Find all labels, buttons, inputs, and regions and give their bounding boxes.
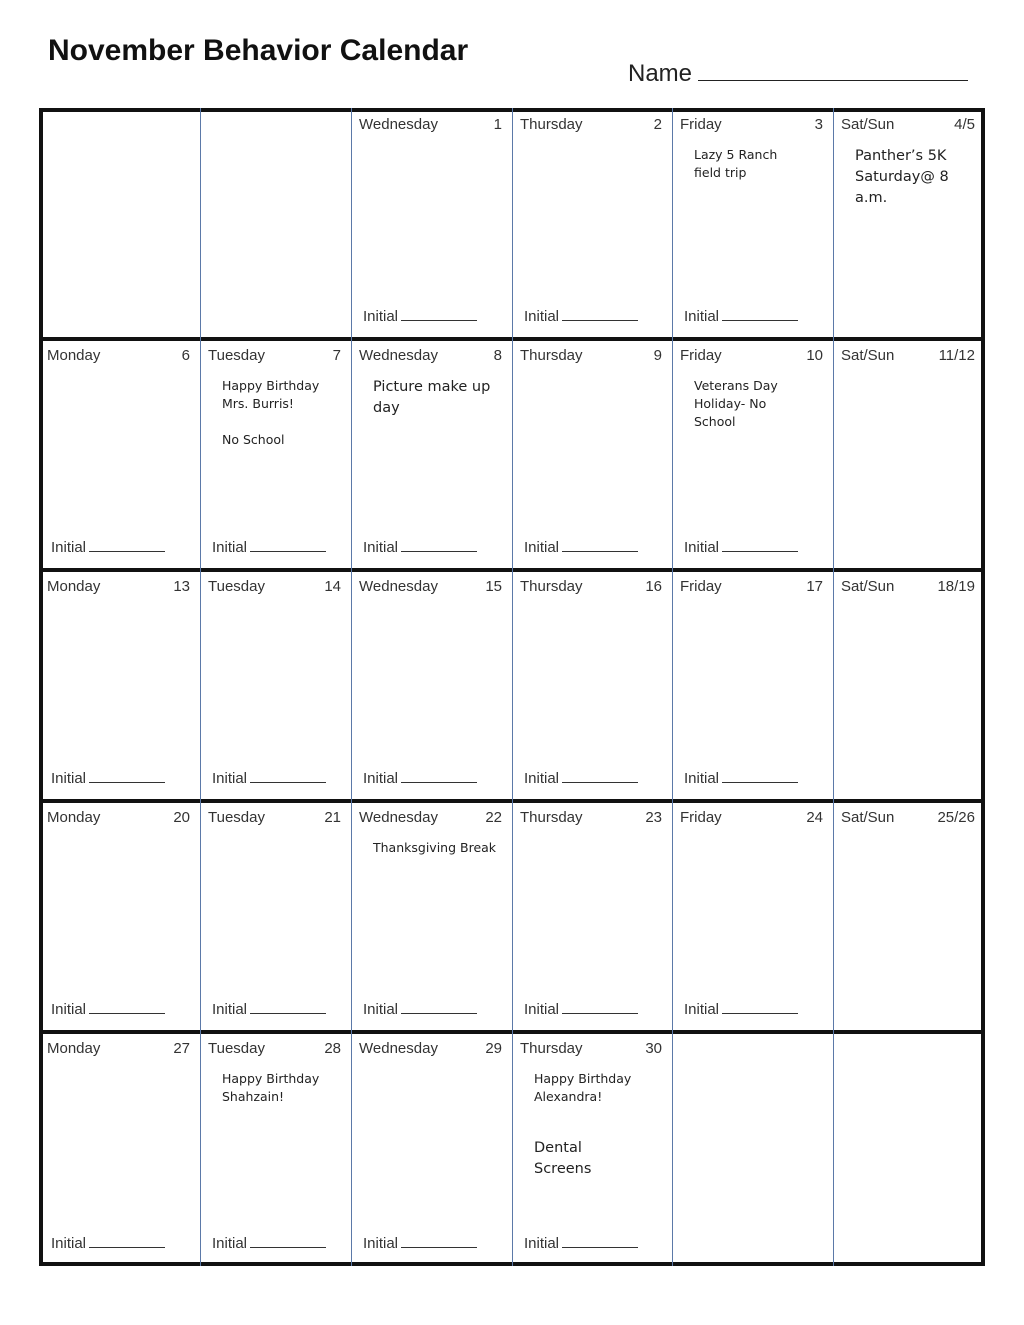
initial-blank-line[interactable] <box>562 1001 638 1014</box>
initial-blank-line[interactable] <box>89 770 165 783</box>
day-cell <box>200 108 351 339</box>
day-header <box>680 809 823 826</box>
day-header <box>208 347 341 364</box>
day-cell <box>833 108 985 339</box>
day-number: 18/19 <box>937 578 975 595</box>
day-header <box>47 1040 190 1057</box>
initial-blank-line[interactable] <box>250 539 326 552</box>
day-label: Thursday <box>520 809 583 826</box>
initial-blank-line[interactable] <box>89 1235 165 1248</box>
day-header <box>47 578 190 595</box>
day-number: 20 <box>173 809 190 826</box>
day-cell <box>200 801 351 1032</box>
day-note: Dental Screens <box>534 1140 592 1177</box>
initial-blank-line[interactable] <box>401 1001 477 1014</box>
day-cell <box>833 339 985 570</box>
day-header <box>680 116 823 133</box>
day-number: 8 <box>493 347 502 364</box>
day-header <box>359 809 502 826</box>
day-label: Friday <box>680 347 722 364</box>
initial-label: Initial <box>51 1235 87 1252</box>
initial-blank-line[interactable] <box>562 308 638 321</box>
day-label: Wednesday <box>359 578 438 595</box>
initial-label: Initial <box>524 1235 560 1252</box>
day-number: 15 <box>485 578 502 595</box>
initial-label: Initial <box>363 1001 399 1018</box>
day-note: Happy Birthday Mrs. Burris! No School <box>222 378 320 447</box>
day-number: 22 <box>485 809 502 826</box>
day-note: Happy Birthday Alexandra! <box>534 1071 632 1104</box>
page-title: November Behavior Calendar <box>48 34 469 67</box>
initial-field[interactable] <box>684 308 798 325</box>
initial-label: Initial <box>524 308 560 325</box>
initial-field[interactable] <box>524 539 638 556</box>
day-header <box>520 116 662 133</box>
day-number: 10 <box>806 347 823 364</box>
day-cell <box>200 1032 351 1266</box>
day-number: 11/12 <box>938 347 975 364</box>
day-note: Happy Birthday Shahzain! <box>222 1071 320 1104</box>
day-label: Monday <box>47 1040 101 1057</box>
name-blank-line[interactable] <box>698 56 968 81</box>
day-number: 24 <box>806 809 823 826</box>
day-cell <box>200 339 351 570</box>
day-number: 7 <box>332 347 341 364</box>
day-cell <box>833 1032 985 1266</box>
initial-label: Initial <box>684 308 720 325</box>
day-label: Wednesday <box>359 809 438 826</box>
initial-field[interactable] <box>684 770 798 787</box>
initial-field[interactable] <box>363 308 477 325</box>
day-cell <box>351 801 512 1032</box>
day-cell <box>672 570 833 801</box>
initial-field[interactable] <box>684 1001 798 1018</box>
initial-label: Initial <box>684 539 720 556</box>
initial-blank-line[interactable] <box>401 770 477 783</box>
day-header <box>359 116 502 133</box>
initial-label: Initial <box>363 308 399 325</box>
day-label: Tuesday <box>208 347 265 364</box>
day-label: Friday <box>680 578 722 595</box>
initial-label: Initial <box>51 539 87 556</box>
day-label: Thursday <box>520 1040 583 1057</box>
day-cell <box>351 570 512 801</box>
day-header <box>841 347 975 364</box>
day-header <box>520 347 662 364</box>
initial-blank-line[interactable] <box>401 1235 477 1248</box>
day-number: 13 <box>173 578 190 595</box>
day-header <box>520 1040 662 1057</box>
day-label: Sat/Sun <box>841 578 895 595</box>
day-header <box>47 809 190 826</box>
day-label: Sat/Sun <box>841 809 895 826</box>
day-label: Tuesday <box>208 1040 265 1057</box>
initial-label: Initial <box>212 539 248 556</box>
initial-label: Initial <box>51 1001 87 1018</box>
day-header <box>208 1040 341 1057</box>
day-note: Veterans Day Holiday- No School <box>694 378 778 429</box>
initial-label: Initial <box>212 770 248 787</box>
initial-blank-line[interactable] <box>562 539 638 552</box>
day-label: Tuesday <box>208 578 265 595</box>
day-cell <box>512 339 672 570</box>
day-cell <box>200 570 351 801</box>
day-header <box>359 578 502 595</box>
initial-blank-line[interactable] <box>401 308 477 321</box>
initial-blank-line[interactable] <box>722 308 798 321</box>
day-label: Wednesday <box>359 116 438 133</box>
day-number: 28 <box>324 1040 341 1057</box>
day-cell <box>512 108 672 339</box>
day-number: 4/5 <box>954 116 975 133</box>
day-cell <box>672 801 833 1032</box>
initial-field[interactable] <box>51 1235 165 1252</box>
initial-field[interactable] <box>524 308 638 325</box>
day-header <box>520 809 662 826</box>
day-cell <box>833 801 985 1032</box>
initial-label: Initial <box>524 770 560 787</box>
day-header <box>520 578 662 595</box>
day-note: Thanksgiving Break <box>373 840 497 855</box>
initial-blank-line[interactable] <box>562 770 638 783</box>
initial-field[interactable] <box>363 770 477 787</box>
name-field[interactable] <box>628 56 968 88</box>
day-number: 30 <box>645 1040 662 1057</box>
initial-field[interactable] <box>51 770 165 787</box>
day-label: Monday <box>47 347 101 364</box>
initial-label: Initial <box>684 1001 720 1018</box>
initial-label: Initial <box>363 770 399 787</box>
day-header <box>208 578 341 595</box>
day-cell <box>512 801 672 1032</box>
day-number: 3 <box>814 116 823 133</box>
day-cell <box>39 801 200 1032</box>
initial-field[interactable] <box>363 539 477 556</box>
day-label: Sat/Sun <box>841 116 895 133</box>
day-number: 21 <box>324 809 341 826</box>
day-note: Lazy 5 Ranch field trip <box>694 147 778 180</box>
initial-label: Initial <box>684 770 720 787</box>
initial-field[interactable] <box>524 1235 638 1252</box>
initial-blank-line[interactable] <box>722 770 798 783</box>
initial-label: Initial <box>524 539 560 556</box>
initial-field[interactable] <box>363 1001 477 1018</box>
day-cell <box>512 1032 672 1266</box>
day-header <box>47 347 190 364</box>
day-cell <box>39 339 200 570</box>
initial-blank-line[interactable] <box>722 1001 798 1014</box>
initial-label: Initial <box>212 1235 248 1252</box>
initial-field[interactable] <box>524 1001 638 1018</box>
day-cell <box>672 1032 833 1266</box>
day-header <box>680 347 823 364</box>
initial-blank-line[interactable] <box>722 539 798 552</box>
initial-field[interactable] <box>212 1235 326 1252</box>
initial-blank-line[interactable] <box>401 539 477 552</box>
day-cell <box>351 1032 512 1266</box>
day-number: 23 <box>645 809 662 826</box>
initial-blank-line[interactable] <box>250 1001 326 1014</box>
name-label: Name <box>628 60 693 87</box>
initial-blank-line[interactable] <box>562 1235 638 1248</box>
day-cell <box>672 108 833 339</box>
initial-field[interactable] <box>51 539 165 556</box>
day-label: Wednesday <box>359 1040 438 1057</box>
day-label: Monday <box>47 578 101 595</box>
day-number: 17 <box>806 578 823 595</box>
day-header <box>841 578 975 595</box>
day-label: Friday <box>680 809 722 826</box>
day-cell <box>39 1032 200 1266</box>
day-number: 27 <box>173 1040 190 1057</box>
day-number: 16 <box>645 578 662 595</box>
initial-field[interactable] <box>51 1001 165 1018</box>
initial-label: Initial <box>363 1235 399 1252</box>
initial-blank-line[interactable] <box>89 1001 165 1014</box>
day-label: Wednesday <box>359 347 438 364</box>
day-header <box>359 347 502 364</box>
initial-blank-line[interactable] <box>250 770 326 783</box>
day-header <box>841 809 975 826</box>
day-number: 9 <box>653 347 662 364</box>
day-cell <box>672 339 833 570</box>
day-label: Monday <box>47 809 101 826</box>
day-note: Panther’s 5K Saturday@ 8 a.m. <box>855 148 949 206</box>
initial-field[interactable] <box>684 539 798 556</box>
day-number: 2 <box>653 116 662 133</box>
day-note: Picture make up day <box>373 379 491 416</box>
calendar-grid <box>39 108 985 1266</box>
initial-label: Initial <box>524 1001 560 1018</box>
initial-label: Initial <box>212 1001 248 1018</box>
day-label: Thursday <box>520 578 583 595</box>
initial-label: Initial <box>51 770 87 787</box>
day-cell <box>39 108 200 339</box>
initial-field[interactable] <box>524 770 638 787</box>
initial-field[interactable] <box>212 1001 326 1018</box>
day-label: Thursday <box>520 347 583 364</box>
day-cell <box>512 570 672 801</box>
day-header <box>841 116 975 133</box>
day-number: 6 <box>181 347 190 364</box>
day-label: Tuesday <box>208 809 265 826</box>
day-cell <box>351 339 512 570</box>
day-header <box>680 578 823 595</box>
day-label: Thursday <box>520 116 583 133</box>
initial-label: Initial <box>363 539 399 556</box>
day-header <box>208 809 341 826</box>
initial-field[interactable] <box>212 539 326 556</box>
day-number: 25/26 <box>937 809 975 826</box>
day-header <box>359 1040 502 1057</box>
day-number: 14 <box>324 578 341 595</box>
day-label: Friday <box>680 116 722 133</box>
day-number: 29 <box>485 1040 502 1057</box>
initial-field[interactable] <box>212 770 326 787</box>
initial-blank-line[interactable] <box>89 539 165 552</box>
day-number: 1 <box>493 116 502 133</box>
initial-field[interactable] <box>363 1235 477 1252</box>
day-cell <box>833 570 985 801</box>
day-cell <box>39 570 200 801</box>
day-label: Sat/Sun <box>841 347 895 364</box>
initial-blank-line[interactable] <box>250 1235 326 1248</box>
day-cell <box>351 108 512 339</box>
